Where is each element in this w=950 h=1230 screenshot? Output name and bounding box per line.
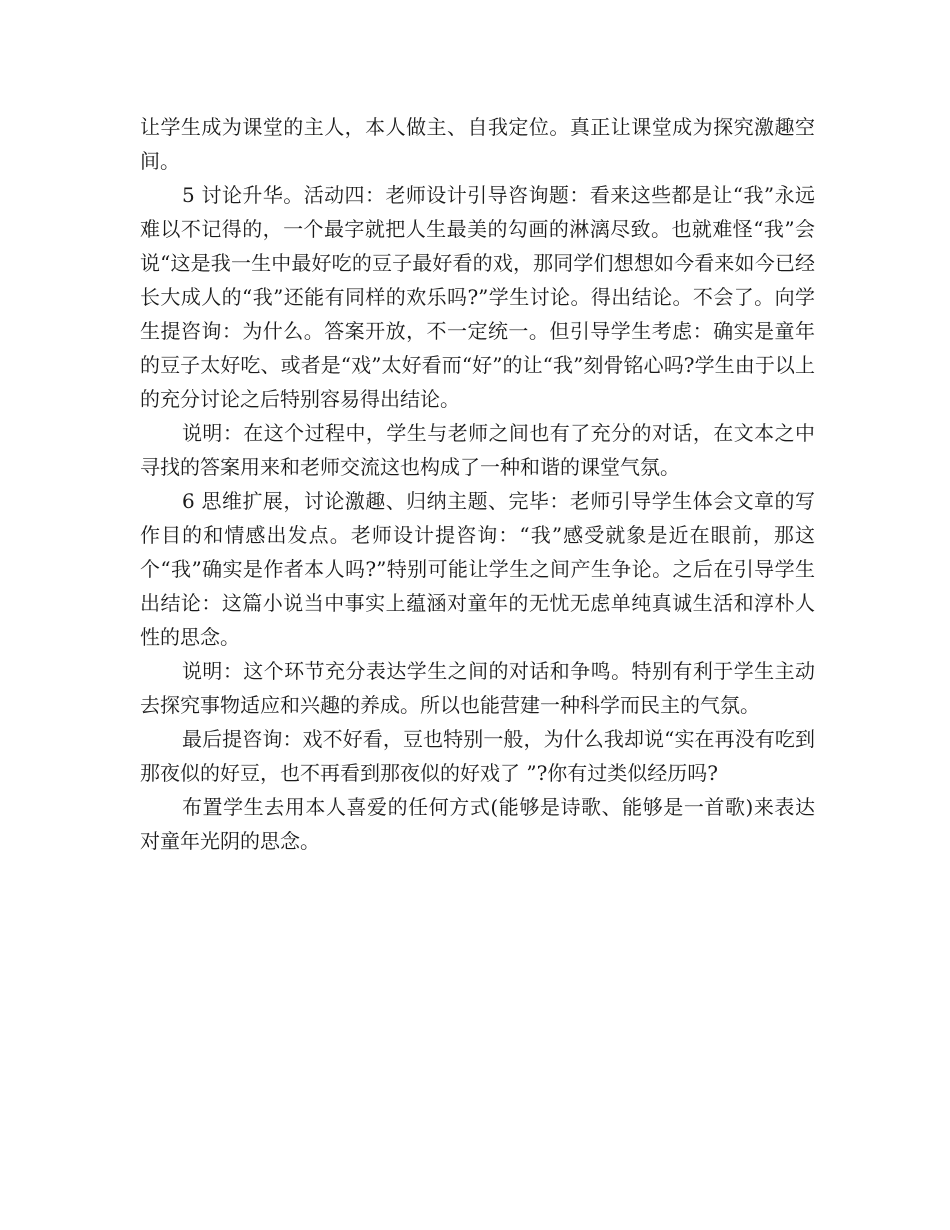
document-body	[140, 110, 815, 858]
paragraph-1: 让学生成为课堂的主人，本人做主、自我定位。真正让课堂成为探究激趣空间。	[140, 115, 815, 173]
paragraph-6: 最后提咨询：戏不好看，豆也特别一般，为什么我却说“实在再没有吃到那夜似的好豆，也不再看到那夜似的好戏了 ”?你有过类似经历吗?	[140, 727, 815, 785]
paragraph-5: 说明：这个环节充分表达学生之间的对话和争鸣。特别有利于学生主动去探究事物适应和兴趣的养成。所以也能营建一种科学而民主的气氛。	[140, 659, 815, 717]
paragraph-7: 布置学生去用本人喜爱的任何方式(能够是诗歌、能够是一首歌)来表达对童年光阴的思念。	[140, 795, 815, 853]
paragraph-4: 6 思维扩展，讨论激趣、归纳主题、完毕：老师引导学生体会文章的写作目的和情感出发点。老师设计提咨询：“我”感受就象是近在眼前，那这个“我”确实是作者本人吗?”特别可能让学生之间产生争论。之后在引导学生出结论：这篇小说当中事实上蕴涵对童年的无忧无虑单纯真诚生活和淳朴人性的思念。	[140, 489, 815, 649]
paragraph-3: 说明：在这个过程中，学生与老师之间也有了充分的对话，在文本之中寻找的答案用来和老师交流这也构成了一种和谐的课堂气氛。	[140, 421, 815, 479]
paragraph-2: 5 讨论升华。活动四：老师设计引导咨询题：看来这些都是让“我”永远难以不记得的，一个最字就把人生最美的勾画的淋漓尽致。也就难怪“我”会说“这是我一生中最好吃的豆子最好看的戏，那同学们想想如今看来如今已经长大成人的“我”还能有同样的欢乐吗?”学生讨论。得出结论。不会了。向学生提咨询：为什么。答案开放，不一定统一。但引导学生考虑：确实是童年的豆子太好吃、或者是“戏”太好看而“好”的让“我”刻骨铭心吗?学生由于以上的充分讨论之后特别容易得出结论。	[140, 183, 815, 411]
